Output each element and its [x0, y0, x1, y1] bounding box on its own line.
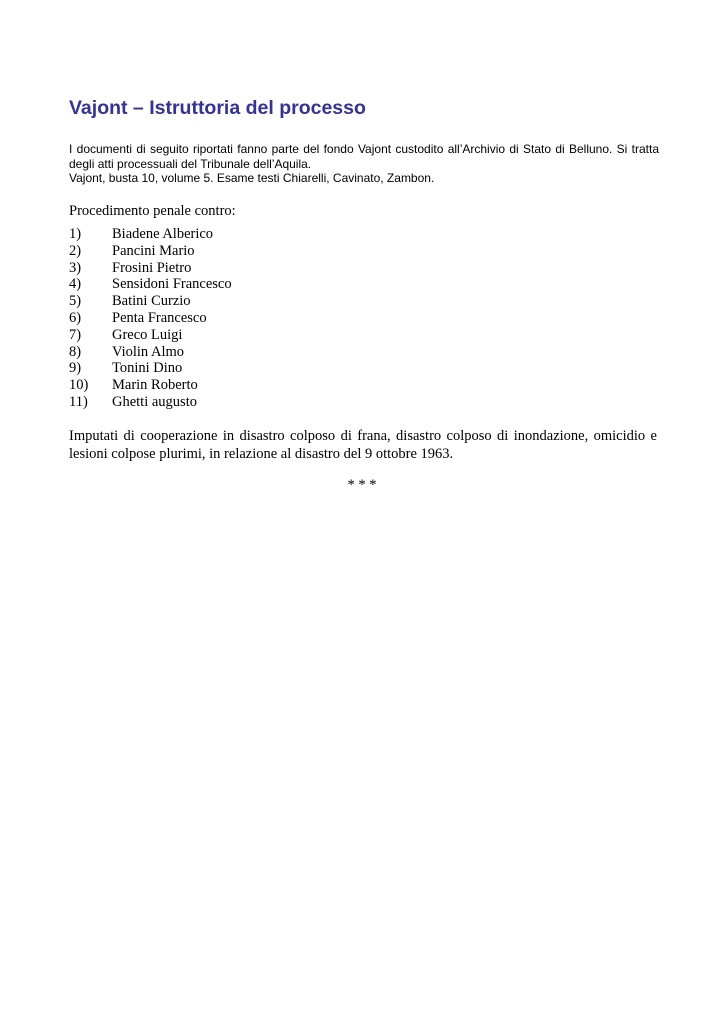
section-separator: * * *: [347, 477, 377, 493]
defendant-name: Biadene Alberico: [112, 226, 214, 242]
defendant-item: [69, 260, 232, 277]
defendant-number: 1): [69, 226, 82, 242]
defendant-item: [69, 360, 232, 377]
charges-paragraph: Imputati di cooperazione in disastro colposo di frana, disastro colposo di inondazione, omicidio e lesioni colpose plurimi, in relazione al disastro del 9 ottobre 1963.: [69, 428, 657, 462]
defendant-number: 5): [69, 293, 82, 310]
defendant-item: [69, 243, 232, 260]
defendant-item: [69, 344, 232, 361]
defendant-number: 9): [69, 360, 82, 377]
defendants-list: [69, 226, 232, 411]
defendant-name: Ghetti augusto: [112, 393, 197, 410]
defendant-name: Sensidoni Francesco: [112, 276, 232, 293]
defendant-name: Frosini Pietro: [112, 259, 192, 276]
defendant-number: 8): [69, 343, 82, 360]
defendant-item: [69, 226, 232, 243]
defendant-number: 10): [69, 377, 89, 394]
defendant-name: Penta Francesco: [112, 309, 207, 326]
defendant-item: [69, 276, 232, 293]
defendant-number: 7): [69, 326, 82, 343]
defendant-name: Violin Almo: [112, 343, 185, 360]
defendant-item: [69, 293, 232, 310]
defendant-item: [69, 310, 232, 327]
defendant-number: 6): [69, 309, 82, 326]
defendant-name: Marin Roberto: [112, 377, 198, 394]
defendant-number: 2): [69, 242, 82, 259]
proceedings-heading: Procedimento penale contro:: [69, 203, 236, 219]
defendant-name: Tonini Dino: [112, 360, 183, 377]
defendant-number: 4): [69, 276, 82, 293]
defendant-name: Pancini Mario: [112, 242, 195, 259]
defendant-number: 11): [69, 393, 88, 410]
defendant-item: [69, 327, 232, 344]
intro-paragraph: [69, 142, 659, 186]
defendant-number: 3): [69, 259, 82, 276]
defendant-name: Batini Curzio: [112, 293, 191, 310]
defendant-item: [69, 394, 232, 411]
document-title: Vajont – Istruttoria del processo: [69, 97, 366, 119]
intro-line-archive: I documenti di seguito riportati fanno parte del fondo Vajont custodito all’Archivio di Stato di Belluno. Si tratta degli atti processuali del Tribunale dell’Aquila.: [69, 142, 659, 171]
intro-line-volume: Vajont, busta 10, volume 5. Esame testi Chiarelli, Cavinato, Zambon.: [69, 171, 435, 186]
defendant-item: [69, 377, 232, 394]
defendant-name: Greco Luigi: [112, 326, 183, 343]
